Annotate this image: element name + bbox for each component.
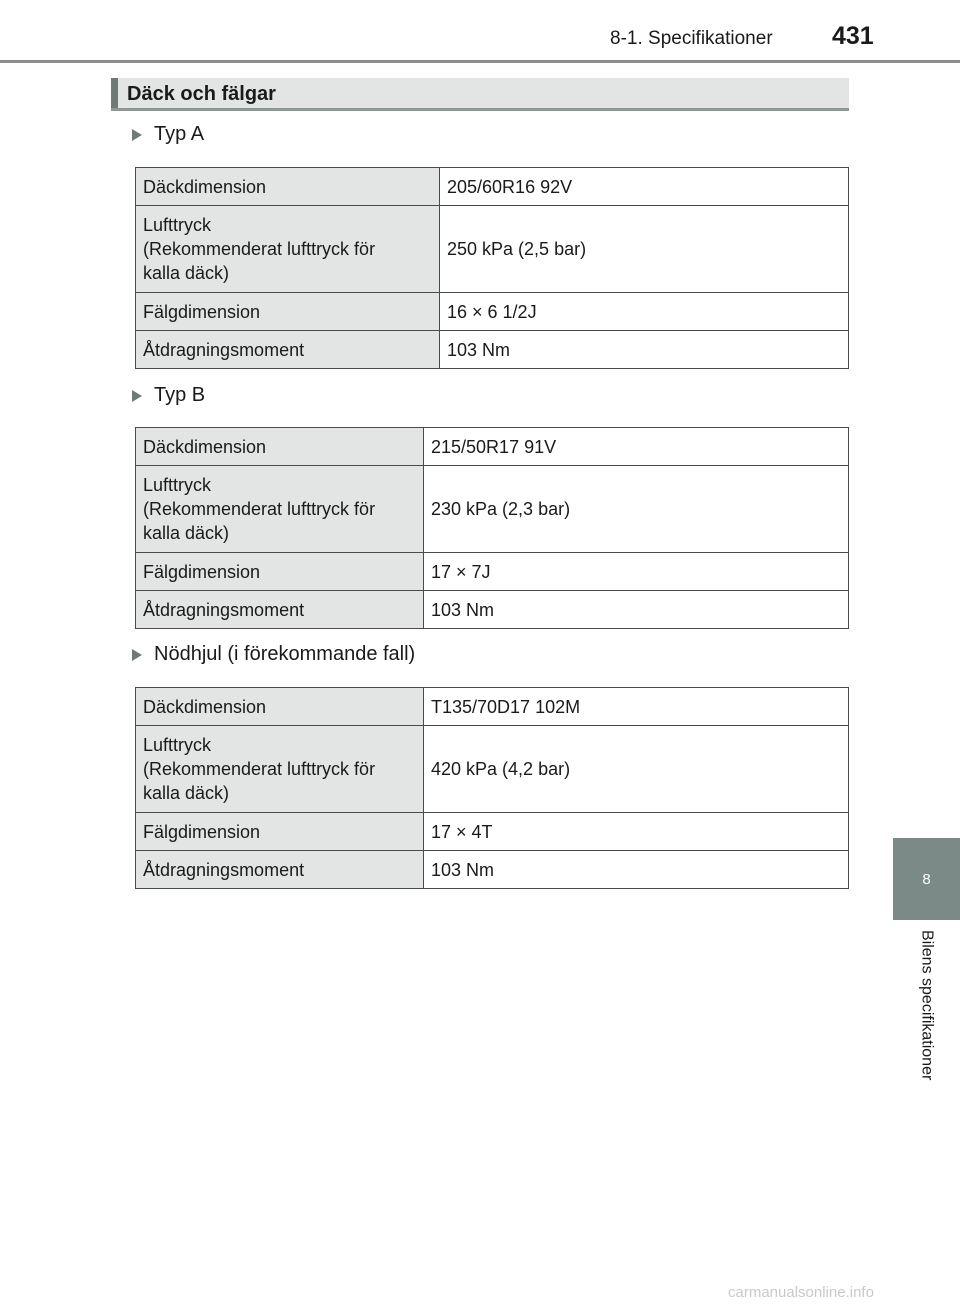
table-row — [136, 591, 849, 629]
table-row — [136, 851, 849, 889]
section-heading: Däck och fälgar — [127, 83, 276, 105]
table-row — [136, 726, 849, 813]
table-row — [136, 206, 849, 293]
row-value: 103 Nm — [440, 331, 849, 369]
subheading-type-b — [132, 384, 205, 407]
chapter-label-text: Bilens specifikationer — [918, 930, 936, 1081]
row-value: 103 Nm — [424, 591, 849, 629]
chapter-number: 8 — [922, 870, 931, 888]
header-section-title: 8-1. Specifikationer — [610, 28, 773, 49]
row-value: T135/70D17 102M — [424, 688, 849, 726]
table-row — [136, 293, 849, 331]
section-heading-bar — [111, 78, 849, 111]
row-value: 17 × 7J — [424, 553, 849, 591]
row-value: 420 kPa (4,2 bar) — [424, 726, 849, 813]
row-value: 205/60R16 92V — [440, 168, 849, 206]
subheading-text: Typ A — [154, 123, 205, 145]
row-label: Fälgdimension — [136, 813, 424, 851]
table-row — [136, 466, 849, 553]
subheading-type-a — [132, 123, 204, 146]
subheading-text: Nödhjul (i förekommande fall) — [154, 643, 416, 665]
row-value: 215/50R17 91V — [424, 428, 849, 466]
table-row — [136, 553, 849, 591]
spec-table-type-b — [135, 427, 849, 629]
table-row — [136, 813, 849, 851]
row-label: Åtdragningsmoment — [136, 331, 440, 369]
row-label: Fälgdimension — [136, 293, 440, 331]
row-label: Däckdimension — [136, 168, 440, 206]
row-label: Lufttryck (Rekommenderat lufttryck för kalla däck) — [136, 466, 424, 553]
row-label: Fälgdimension — [136, 553, 424, 591]
section-heading-accent — [111, 78, 118, 108]
subheading-spare-wheel — [132, 643, 415, 666]
chapter-label — [893, 930, 960, 1120]
triangle-bullet-icon — [132, 390, 142, 402]
table-row — [136, 688, 849, 726]
row-value: 230 kPa (2,3 bar) — [424, 466, 849, 553]
chapter-tab — [893, 838, 960, 920]
row-label: Däckdimension — [136, 688, 424, 726]
row-value: 17 × 4T — [424, 813, 849, 851]
triangle-bullet-icon — [132, 649, 142, 661]
table-row — [136, 428, 849, 466]
row-label: Däckdimension — [136, 428, 424, 466]
spec-table-spare-wheel — [135, 687, 849, 889]
row-value: 16 × 6 1/2J — [440, 293, 849, 331]
spec-table-type-a — [135, 167, 849, 369]
row-label: Åtdragningsmoment — [136, 851, 424, 889]
row-label: Åtdragningsmoment — [136, 591, 424, 629]
header-divider — [0, 60, 960, 63]
table-row — [136, 331, 849, 369]
triangle-bullet-icon — [132, 129, 142, 141]
page-number: 431 — [832, 22, 874, 50]
row-label: Lufttryck (Rekommenderat lufttryck för kalla däck) — [136, 206, 440, 293]
row-value: 103 Nm — [424, 851, 849, 889]
watermark: carmanualsonline.info — [728, 1284, 874, 1301]
row-label: Lufttryck (Rekommenderat lufttryck för kalla däck) — [136, 726, 424, 813]
table-row — [136, 168, 849, 206]
subheading-text: Typ B — [154, 384, 206, 406]
row-value: 250 kPa (2,5 bar) — [440, 206, 849, 293]
